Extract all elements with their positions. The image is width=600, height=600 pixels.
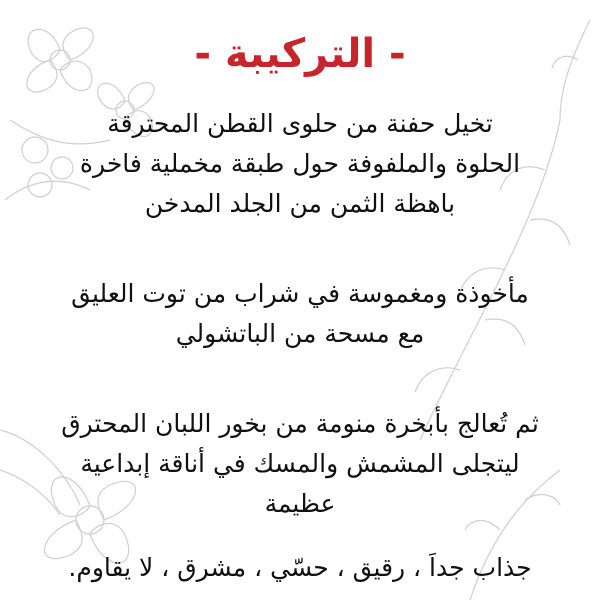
description-line: الحلوة والملفوفة حول طبقة مخملية فاخرة (79, 149, 521, 178)
page-title: - التركيبة - (194, 31, 406, 77)
description-line: ليتجلى المشمش والمسك في أناقة إبداعية (80, 449, 520, 478)
description-line: باهظة الثمن من الجلد المدخن (144, 189, 456, 218)
description-line: تخيل حفنة من حلوى القطن المحترقة (107, 109, 493, 138)
description-line: مع مسحة من الباتشولي (175, 319, 425, 348)
description-line: ثم تُعالج بأبخرة منومة من بخور اللبان المحترق (61, 409, 539, 438)
summary-line: جذاب جداَ ، رقيق ، حسّي ، مشرق ، لا يقاوم. (68, 553, 532, 582)
description-line: عظيمة (264, 489, 336, 518)
description-line: مأخوذة ومغموسة في شراب من توت العليق (71, 279, 529, 308)
